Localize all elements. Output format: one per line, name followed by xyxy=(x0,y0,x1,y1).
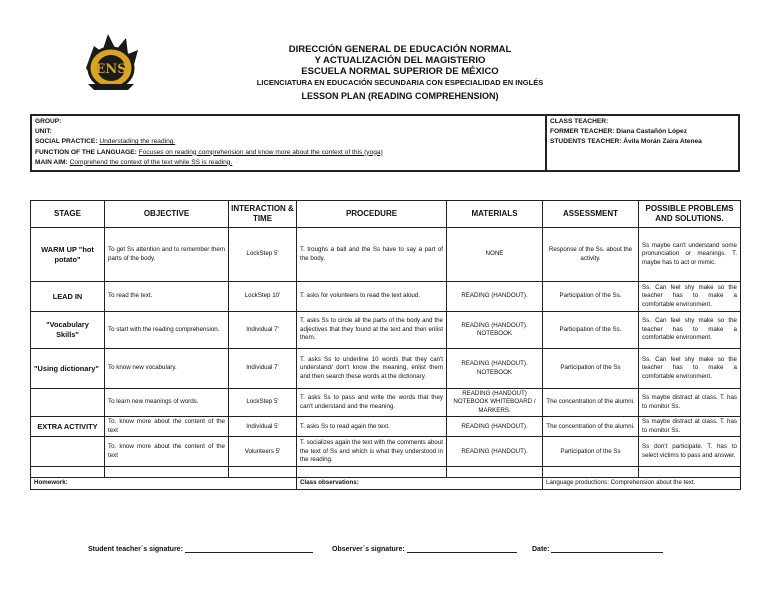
table-row xyxy=(31,467,741,478)
empty-cell xyxy=(639,467,741,478)
table-row xyxy=(31,228,741,282)
objective-cell: To get Ss attention and to remember them parts of the body. xyxy=(105,228,229,282)
logo-lettering: ENS xyxy=(95,62,127,77)
lesson-info-left xyxy=(32,116,547,170)
empty-cell xyxy=(229,467,297,478)
interaction-cell: LockStep 5' xyxy=(229,389,297,417)
materials-cell: READING (HANDOUT). NOTEBOOK xyxy=(447,312,543,349)
materials-cell: NONE xyxy=(447,228,543,282)
procedure-cell: T. asks Ss to circle all the parts of the body and the adjectives that they found at the text and then enlist them. xyxy=(297,312,447,349)
procedure-cell: T. socializes again the text with the comments about the text of Ss and which is what they understood in the reading. xyxy=(297,437,447,467)
interaction-cell: Volunteers 5' xyxy=(229,437,297,467)
assessment-cell: The concentration of the alumni. xyxy=(543,389,639,417)
date-line[interactable] xyxy=(551,544,663,553)
student-signature xyxy=(88,544,313,553)
document-header xyxy=(180,44,620,103)
empty-cell xyxy=(31,467,105,478)
table-row xyxy=(31,282,741,312)
stage-cell: LEAD IN xyxy=(31,282,105,312)
materials-cell: READING (HANDOUT). xyxy=(447,282,543,312)
objective-cell: To. know more about the content of the text xyxy=(105,417,229,437)
interaction-cell: Individual 7' xyxy=(229,349,297,389)
school-logo xyxy=(78,28,144,94)
problems-cell: Ss don't participate. T. has to select victims to pass and answer. xyxy=(639,437,741,467)
table-row xyxy=(31,349,741,389)
main-aim-value: Comprehend the context of the text while SS is reading. xyxy=(69,158,233,166)
materials-cell: READING (HANDOUT). xyxy=(447,437,543,467)
social-practice-label: SOCIAL PRACTICE: xyxy=(35,138,100,146)
materials-cell: READING (HANDOUT). xyxy=(447,417,543,437)
empty-cell xyxy=(447,467,543,478)
objective-cell: To know new vocabulary. xyxy=(105,349,229,389)
stage-cell: EXTRA ACTIVITY xyxy=(31,417,105,437)
observations-cell: Class observations: xyxy=(297,478,543,489)
assessment-cell: The concentration of the alumni. xyxy=(543,417,639,437)
procedure-cell: T. asks for volunteers to read the text aloud. xyxy=(297,282,447,312)
col-header-stage: STAGE xyxy=(31,201,105,228)
col-header-procedure: PROCEDURE xyxy=(297,201,447,228)
function-label: FUNCTION OF THE LANGUAGE: xyxy=(35,148,139,156)
table-header-row xyxy=(31,201,741,228)
observer-signature xyxy=(332,544,517,553)
date-field xyxy=(532,544,663,553)
lesson-plan-title: LESSON PLAN (READING COMPREHENSION) xyxy=(301,91,499,101)
objective-cell: To read the text. xyxy=(105,282,229,312)
assessment-cell: Response of the Ss. about the activity. xyxy=(543,228,639,282)
homework-cell: Homework: xyxy=(31,478,297,489)
unit-label: UNIT: xyxy=(35,128,52,136)
table-row xyxy=(31,417,741,437)
problems-cell: Ss maybe can't understand some pronunciation or meanings. T. maybe has to act or mimic. xyxy=(639,228,741,282)
col-header-materials: MATERIALS xyxy=(447,201,543,228)
date-label: Date: xyxy=(532,546,550,553)
stage-cell xyxy=(31,437,105,467)
main-aim-label: MAIN AIM: xyxy=(35,158,70,166)
stage-cell: WARM UP "hot potato" xyxy=(31,228,105,282)
header-line-2: Y ACTUALIZACIÓN DEL MAGISTERIO xyxy=(314,55,486,66)
assessment-cell: Participation of the Ss xyxy=(543,349,639,389)
interaction-cell: Individual 7' xyxy=(229,312,297,349)
observer-signature-label: Observer´s signature: xyxy=(332,546,405,553)
col-header-interaction: INTERACTION & TIME xyxy=(229,201,297,228)
empty-cell xyxy=(543,467,639,478)
assessment-cell: Participation of the Ss. xyxy=(543,312,639,349)
social-practice-value: Understading the reading. xyxy=(99,138,176,146)
language-productions-cell: Language productions: Comprehension about the text. xyxy=(543,478,741,489)
materials-cell: READING (HANDOUT) NOTEBOOK WHITEBOARD / MARKERS. xyxy=(447,389,543,417)
problems-cell: Ss. Can feel shy make so the teacher has to make a comfortable environment. xyxy=(639,349,741,389)
interaction-cell: LockStep 10' xyxy=(229,282,297,312)
col-header-problems: POSSIBLE PROBLEMS AND SOLUTIONS. xyxy=(639,201,741,228)
table-footer-row xyxy=(31,478,741,489)
col-header-objective: OBJECTIVE xyxy=(105,201,229,228)
function-value: Focuses on reading comprehension and know more about the context of this (yoga) xyxy=(138,148,383,156)
header-line-4: LICENCIATURA EN EDUCACIÓN SECUNDARIA CON ESPECIALIDAD EN INGLÉS xyxy=(256,78,544,87)
objective-cell: To. know more about the content of the text xyxy=(105,437,229,467)
stage-cell xyxy=(31,389,105,417)
lesson-info-box xyxy=(30,114,740,172)
group-label: GROUP: xyxy=(35,118,62,125)
former-teacher: FORMER TEACHER: Diana Castañón López xyxy=(550,128,688,136)
interaction-cell: Individual 5' xyxy=(229,417,297,437)
lesson-plan-table xyxy=(30,200,741,490)
stage-cell: "Vocabulary Skills" xyxy=(31,312,105,349)
problems-cell: Ss. Can feel shy make so the teacher has to make a comfortable environment. xyxy=(639,312,741,349)
objective-cell: To start with the reading comprehension. xyxy=(105,312,229,349)
procedure-cell: T. asks Ss to read again the text. xyxy=(297,417,447,437)
assessment-cell: Participation of the Ss xyxy=(543,437,639,467)
problems-cell: Ss maybe distract at class. T. has to monitor Ss. xyxy=(639,417,741,437)
stage-cell: "Using dictionary" xyxy=(31,349,105,389)
col-header-assessment: ASSESSMENT xyxy=(543,201,639,228)
materials-cell: READING (HANDOUT). NOTEBOOK xyxy=(447,349,543,389)
student-signature-label: Student teacher´s signature: xyxy=(88,546,183,553)
class-teacher: CLASS TEACHER: xyxy=(550,118,609,125)
assessment-cell: Participation of the Ss. xyxy=(543,282,639,312)
table-row xyxy=(31,389,741,417)
observer-signature-line[interactable] xyxy=(407,544,517,553)
empty-cell xyxy=(297,467,447,478)
problems-cell: Ss. Can feel shy make so the teacher has to make a comfortable environment. xyxy=(639,282,741,312)
objective-cell: To learn new meanings of words. xyxy=(105,389,229,417)
interaction-cell: LockStep 5' xyxy=(229,228,297,282)
header-line-1: DIRECCIÓN GENERAL DE EDUCACIÓN NORMAL xyxy=(288,44,512,55)
procedure-cell: T. asks Ss to underline 10 words that they can't understand/ don't know the meaning, enlist them and then search these words at the dictionary. xyxy=(297,349,447,389)
procedure-cell: T. asks Ss to pass and write the words that they can't understand and the meaning. xyxy=(297,389,447,417)
table-row xyxy=(31,437,741,467)
problems-cell: Ss maybe distract at class. T. has to monitor Ss. xyxy=(639,389,741,417)
student-signature-line[interactable] xyxy=(185,544,313,553)
procedure-cell: T. troughs a ball and the Ss have to say a part of the body. xyxy=(297,228,447,282)
empty-cell xyxy=(105,467,229,478)
table-row xyxy=(31,312,741,349)
lesson-info-right xyxy=(547,116,738,170)
header-line-3: ESCUELA NORMAL SUPERIOR DE MÉXICO xyxy=(301,66,499,77)
students-teacher: STUDENTS TEACHER: Ávila Morán Zaira Atenea xyxy=(550,138,702,146)
